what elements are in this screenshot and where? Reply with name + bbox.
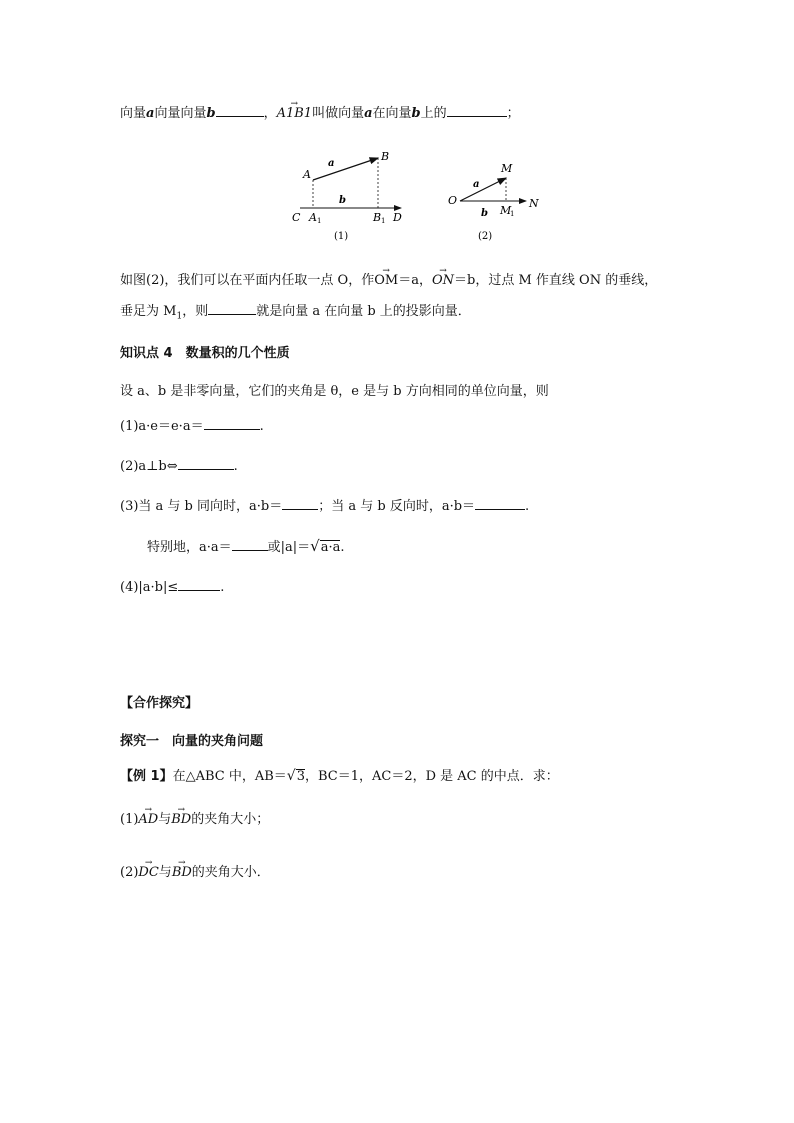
- label-M1-sub: 1: [510, 210, 515, 218]
- projection-paragraph-line-2: [120, 302, 471, 326]
- fill-blank[interactable]: [282, 497, 318, 510]
- fill-blank[interactable]: [178, 578, 220, 591]
- fill-blank[interactable]: [216, 104, 264, 117]
- label-a: a: [473, 179, 480, 190]
- sqrt-symbol: √: [310, 537, 320, 555]
- text: ；当 a 与 b 反向时，a·b＝: [318, 499, 476, 514]
- vector-on: → ON: [432, 272, 454, 290]
- property-4: [120, 578, 224, 597]
- text: 的夹角大小；: [191, 812, 270, 827]
- text: (2)a⊥b⇔: [120, 459, 178, 474]
- fill-blank[interactable]: [204, 417, 260, 430]
- text: 垂足为 M: [120, 304, 177, 319]
- property-3: [120, 497, 529, 516]
- text: ；: [506, 106, 520, 121]
- label-B1: B: [373, 211, 382, 224]
- text: .: [220, 580, 225, 595]
- projection-paragraph-line-1: [120, 272, 657, 290]
- label-N: N: [529, 197, 539, 210]
- text: 在向量: [372, 106, 412, 121]
- vector-om: → OM: [374, 272, 398, 290]
- text: 在△ABC 中，AB＝: [172, 769, 287, 784]
- sqrt-symbol: √: [286, 768, 296, 784]
- label-O: O: [448, 194, 458, 207]
- section-title: 【合作探究】: [120, 696, 199, 711]
- text: 特别地，a·a＝: [147, 540, 232, 555]
- property-1: [120, 417, 264, 436]
- text: (2): [120, 865, 139, 880]
- label-A: A: [303, 168, 311, 181]
- vector-ad: → AD: [138, 811, 158, 829]
- question-1: [120, 811, 269, 829]
- text: .: [259, 419, 264, 434]
- label-A1-sub: 1: [317, 217, 322, 225]
- text: 叫做向量: [312, 106, 365, 121]
- text: ＝a，: [398, 273, 432, 288]
- text: ，: [263, 106, 277, 121]
- example-label: 【例 1】: [120, 769, 173, 784]
- label-M1: M: [500, 204, 512, 217]
- vector-bd: → BD: [171, 811, 191, 829]
- inquiry-1-title: 探究一 向量的夹角问题: [120, 734, 264, 749]
- text: 就是向量 a 在向量 b 上的投影向量．: [256, 304, 471, 319]
- figure-1-caption: (1): [334, 231, 349, 242]
- subscript: 1: [176, 311, 183, 322]
- label-D: D: [393, 211, 402, 224]
- fill-blank[interactable]: [475, 497, 525, 510]
- text: 与: [158, 865, 172, 880]
- vector-bd: → BD: [172, 864, 192, 882]
- vector-dc: → DC: [138, 864, 158, 882]
- label-b: b: [339, 195, 346, 206]
- properties-intro: 设 a、b 是非零向量，它们的夹角是 θ，e 是与 b 方向相同的单位向量，则: [120, 384, 549, 399]
- text: ，BC＝1，AC＝2，D 是 AC 的中点．求：: [304, 769, 559, 784]
- knowledge-point-4-title: 知识点 4 数量积的几个性质: [120, 346, 290, 361]
- text: 向量向量: [154, 106, 207, 121]
- label-C: C: [292, 211, 301, 224]
- vector-b: b: [411, 106, 421, 121]
- label-b: b: [481, 208, 488, 219]
- text: (3)当 a 与 b 同向时，a·b＝: [120, 499, 283, 514]
- vector-a-arrow: [460, 178, 506, 201]
- text: 的夹角大小．: [191, 865, 270, 880]
- text: ，则: [182, 304, 209, 319]
- figure-2-caption: (2): [478, 231, 493, 242]
- label-a: a: [328, 158, 335, 169]
- text: .: [233, 459, 238, 474]
- vector-a: a: [146, 106, 155, 121]
- vector-a-arrow: [313, 158, 378, 180]
- label-A1: A: [309, 211, 317, 224]
- property-2: [120, 457, 238, 476]
- text: ＝b，过点 M 作直线 ON 的垂线，: [454, 273, 658, 288]
- text: 上的: [420, 106, 447, 121]
- fill-blank[interactable]: [447, 104, 507, 117]
- text: (1)a·e＝e·a＝: [120, 419, 204, 434]
- text: 或|a|＝: [267, 540, 311, 555]
- label-B1-sub: 1: [381, 217, 386, 225]
- text: (4)|a·b|≤: [120, 580, 179, 595]
- label-M: M: [501, 162, 513, 175]
- figure-1-diagram: [286, 146, 416, 246]
- fill-blank[interactable]: [178, 457, 234, 470]
- sqrt-radicand: 3: [296, 769, 305, 784]
- question-2: [120, 864, 270, 882]
- definition-line: [120, 104, 520, 123]
- text: .: [525, 499, 530, 514]
- text: 向量: [120, 106, 147, 121]
- sqrt-radicand: a·a: [320, 540, 341, 555]
- figure-2-diagram: [444, 156, 554, 246]
- example-1: [120, 767, 559, 786]
- property-3-special: [147, 537, 345, 557]
- vector-b: b: [206, 106, 216, 121]
- fill-blank[interactable]: [232, 538, 268, 551]
- label-B: B: [381, 150, 390, 163]
- text: 与: [158, 812, 172, 827]
- text: (1): [120, 812, 139, 827]
- text: .: [340, 540, 345, 555]
- vector-a: a: [364, 106, 373, 121]
- text: 如图(2)，我们可以在平面内任取一点 O，作: [120, 273, 375, 288]
- fill-blank[interactable]: [208, 302, 256, 315]
- vector-a1b1: → A1B1: [277, 105, 312, 123]
